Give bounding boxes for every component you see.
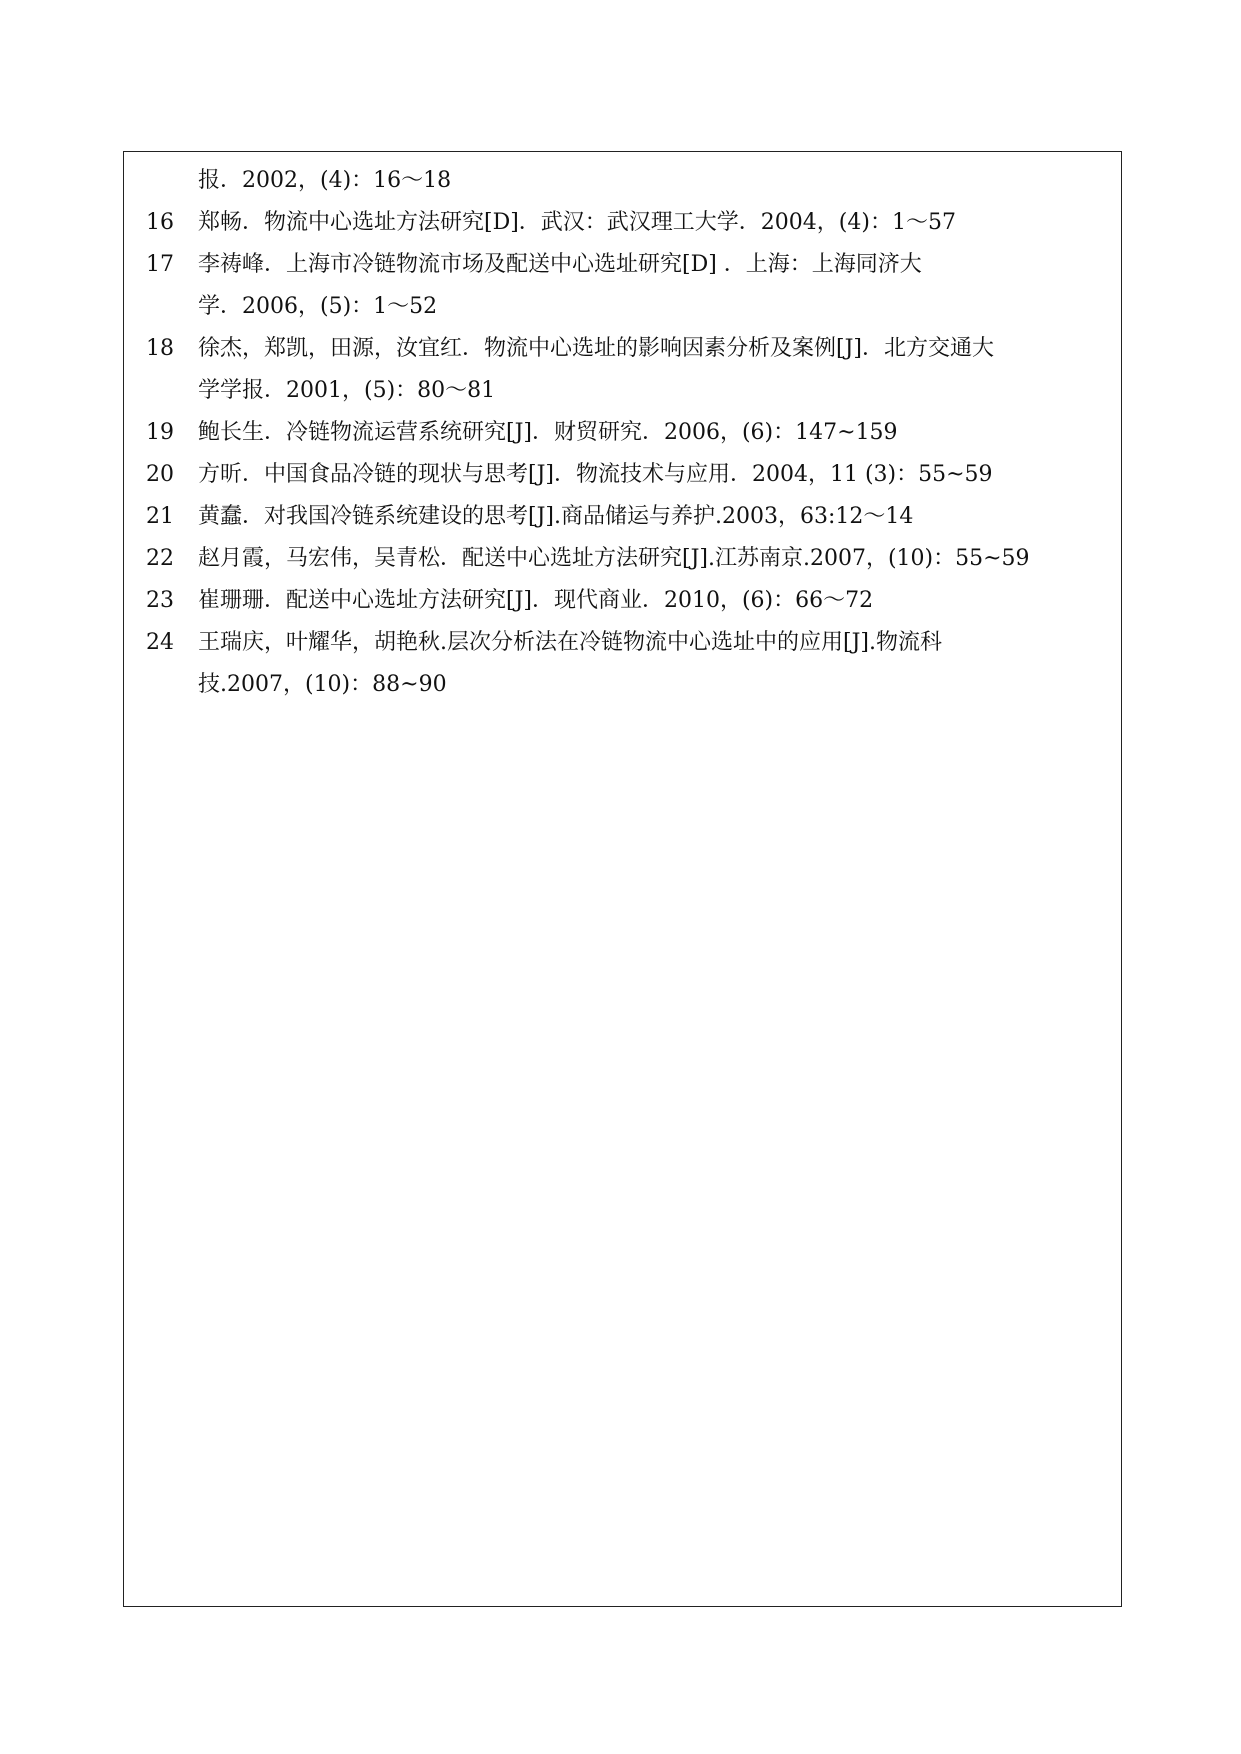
reference-number: 17 [146, 252, 174, 277]
reference-item [146, 160, 1122, 202]
reference-text: 郑畅．物流中心选址方法研究[D]．武汉：武汉理工大学．2004，(4)：1～57 [198, 210, 956, 235]
reference-item [146, 202, 1122, 244]
reference-item [146, 538, 1122, 580]
reference-text-continued: 学学报．2001，(5)：80～81 [198, 378, 496, 403]
reference-item [146, 454, 1122, 496]
reference-number: 19 [146, 420, 174, 445]
reference-text: 王瑞庆，叶耀华，胡艳秋.层次分析法在冷链物流中心选址中的应用[J].物流科 [198, 630, 942, 655]
reference-number: 16 [146, 210, 174, 235]
reference-item [146, 412, 1122, 454]
reference-text-continued: 学．2006，(5)：1～52 [198, 294, 438, 319]
reference-item [146, 244, 1122, 328]
reference-text: 李祷峰．上海市冷链物流市场及配送中心选址研究[D] ．上海：上海同济大 [198, 252, 922, 277]
reference-text: 鲍长生．冷链物流运营系统研究[J]．财贸研究．2006，(6)：147~159 [198, 420, 898, 445]
reference-text: 黄蠢．对我国冷链系统建设的思考[J].商品储运与养护.2003，63:12～14 [198, 504, 914, 529]
reference-number: 18 [146, 336, 174, 361]
reference-item [146, 580, 1122, 622]
reference-number: 23 [146, 588, 174, 613]
reference-number: 20 [146, 462, 174, 487]
reference-item [146, 622, 1122, 706]
reference-text: 赵月霞，马宏伟，吴青松．配送中心选址方法研究[J].江苏南京.2007，(10)：55~59 [198, 546, 1030, 571]
reference-item [146, 496, 1122, 538]
reference-text-continued: 技.2007，(10)：88~90 [198, 672, 447, 697]
reference-text: 徐杰，郑凯，田源，汝宜红．物流中心选址的影响因素分析及案例[J]．北方交通大 [198, 336, 994, 361]
reference-number: 24 [146, 630, 174, 655]
reference-text: 报．2002，(4)：16～18 [198, 168, 452, 193]
reference-number: 22 [146, 546, 174, 571]
reference-list [146, 160, 1122, 706]
reference-text: 崔珊珊．配送中心选址方法研究[J]．现代商业．2010，(6)：66～72 [198, 588, 874, 613]
reference-item [146, 328, 1122, 412]
reference-number: 21 [146, 504, 174, 529]
reference-text: 方昕．中国食品冷链的现状与思考[J]．物流技术与应用．2004，11 (3)：55~59 [198, 462, 993, 487]
